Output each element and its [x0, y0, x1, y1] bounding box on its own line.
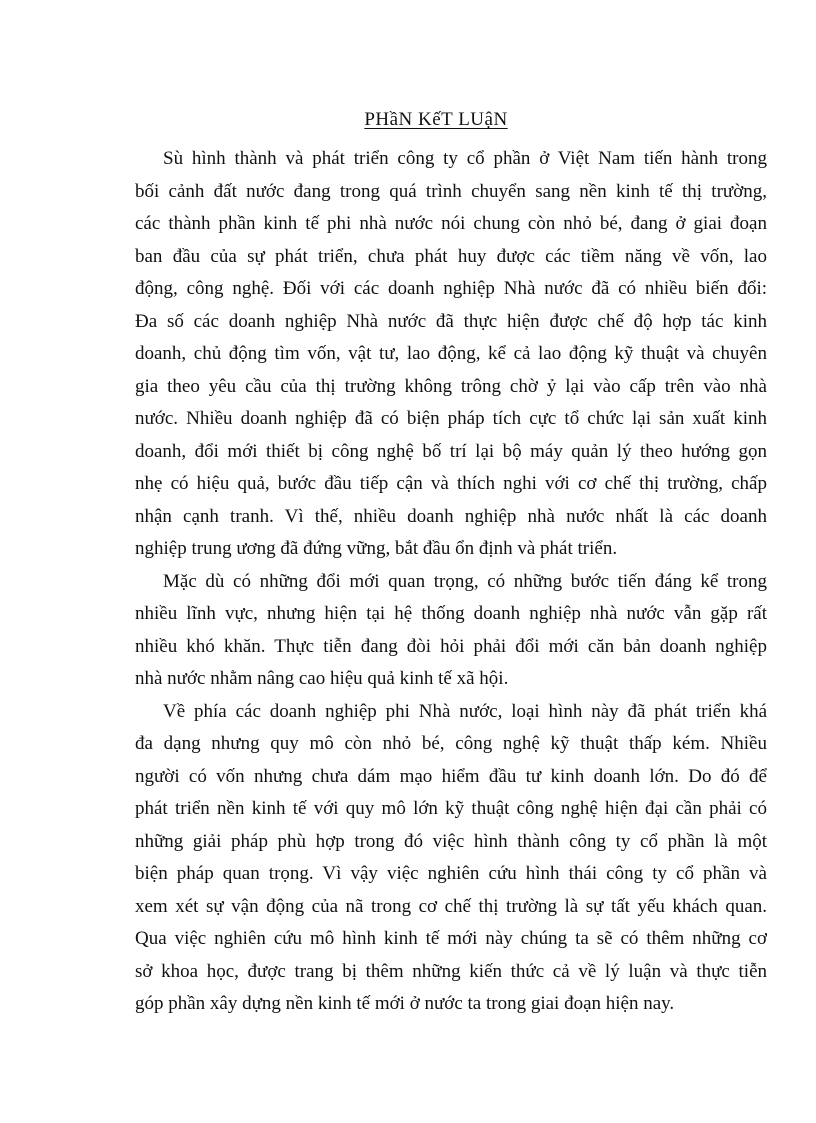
text-line: các thành phần kinh tế phi nhà nước nói chung còn nhỏ bé, đang ở giai đoạn — [135, 213, 767, 234]
text-line: Về phía các doanh nghiệp phi Nhà nước, loại hình này đã phát triển khá — [163, 700, 767, 722]
text-line: người có vốn nhưng chưa dám mạo hiểm đầu tư kinh doanh lớn. Do đó để — [135, 765, 767, 787]
text-line: bối cảnh đất nước đang trong quá trình chuyển sang nền kinh tế thị trường, — [135, 180, 767, 202]
text-line: nhẹ có hiệu quả, bước đầu tiếp cận và thích nghi với cơ chế thị trường, chấp — [135, 473, 767, 494]
text-line: nhận cạnh tranh. Vì thế, nhiều doanh nghiệp nhà nước nhất là các doanh — [135, 505, 767, 527]
text-line: nhà nước nhằm nâng cao hiệu quả kinh tế xã hội. — [135, 668, 509, 689]
text-line: nước. Nhiều doanh nghiệp đã có biện pháp tích cực tổ chức lại sản xuất kinh — [135, 408, 767, 429]
text-line: ban đầu của sự phát triển, chưa phát huy được các tiềm năng về vốn, lao — [135, 245, 767, 267]
text-line: động, công nghệ. Đối với các doanh nghiệp Nhà nước đã có nhiều biến đổi: — [135, 278, 767, 299]
text-line: nhiều khó khăn. Thực tiễn đang đòi hỏi phải đổi mới căn bản doanh nghiệp — [135, 635, 767, 657]
text-line: đa dạng nhưng quy mô còn nhỏ bé, công nghệ kỹ thuật thấp kém. Nhiều — [135, 733, 767, 754]
text-line: Sù hình thành và phát triển công ty cổ phần ở Việt Nam tiến hành trong — [163, 148, 767, 169]
text-line: Mặc dù có những đổi mới quan trọng, có những bước tiến đáng kể trong — [163, 570, 767, 592]
text-line: phát triển nền kinh tế với quy mô lớn kỹ thuật công nghệ hiện đại cần phải có — [135, 798, 767, 819]
text-line: Đa số các doanh nghiệp Nhà nước đã thực hiện được chế độ hợp tác kinh — [135, 310, 767, 332]
text-line: sở khoa học, được trang bị thêm những kiến thức cả về lý luận và thực tiễn — [135, 960, 767, 982]
text-line: nhiều lĩnh vực, nhưng hiện tại hệ thống doanh nghiệp nhà nước vẫn gặp rất — [135, 603, 767, 624]
text-line: những giải pháp phù hợp trong đó việc hình thành công ty cổ phần là một — [135, 830, 767, 852]
paragraph-2 — [135, 566, 767, 696]
text-line: góp phần xây dựng nền kinh tế mới ở nước ta trong giai đoạn hiện nay. — [135, 993, 675, 1014]
text-line: Qua việc nghiên cứu mô hình kinh tế mới này chúng ta sẽ có thêm những cơ — [135, 928, 767, 949]
section-title: PHầN KếT LUậN — [364, 109, 508, 130]
paragraph-3 — [135, 696, 767, 1021]
paragraph-1 — [135, 143, 767, 566]
text-line: doanh, chủ động tìm vốn, vật tư, lao động, kể cả lao động kỹ thuật và chuyên — [135, 343, 767, 364]
text-line: doanh, đổi mới thiết bị công nghệ bố trí lại bộ máy quản lý theo hướng gọn — [135, 440, 767, 462]
text-line: gia theo yêu cầu của thị trường không trông chờ ỷ lại vào cấp trên vào nhà — [135, 375, 767, 397]
text-line: nghiệp trung ương đã đứng vững, bắt đầu ổn định và phát triển. — [135, 538, 618, 559]
text-line: biện pháp quan trọng. Vì vậy việc nghiên cứu hình thái công ty cổ phần và — [135, 863, 767, 884]
body-text — [135, 143, 767, 1021]
text-line: xem xét sự vận động của nã trong cơ chế thị trường là sự tất yếu khách quan. — [135, 895, 767, 917]
